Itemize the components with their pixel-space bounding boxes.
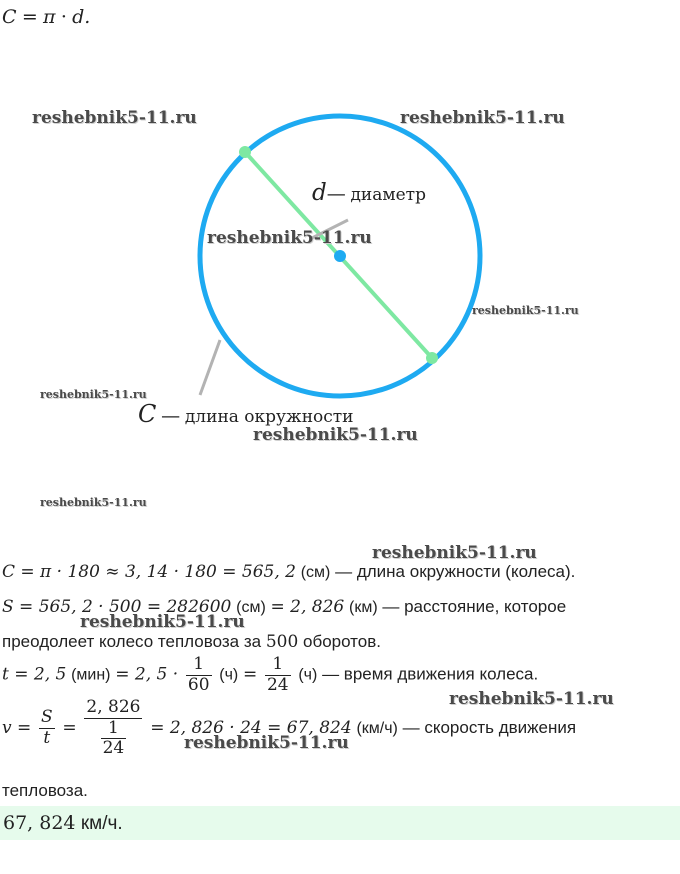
numerator: 1 — [193, 654, 205, 674]
solution-line-1 — [2, 562, 575, 582]
solution-line-5 — [2, 698, 576, 759]
math: S = 565, 2 · 500 = 282600 — [2, 597, 232, 617]
circumference-text: длина окружности — [184, 407, 354, 427]
math: t = 2, 5 — [2, 664, 67, 685]
diameter-endpoint-top — [239, 146, 251, 158]
math: C = π · 180 ≈ 3, 14 · 180 = 565, 2 — [2, 562, 296, 582]
denominator: 60 — [187, 674, 210, 695]
watermark: reshebnik5-11.ru — [449, 689, 614, 709]
formula-d: d. — [72, 6, 91, 28]
diameter-dash: — — [326, 183, 346, 205]
watermark: reshebnik5-11.ru — [40, 388, 147, 401]
text: — скорость движения — [402, 717, 577, 737]
unit: (мин) — [71, 666, 111, 684]
diameter-text: диаметр — [350, 185, 426, 205]
numerator: 1 — [108, 717, 119, 738]
watermark: reshebnik5-11.ru — [472, 304, 579, 317]
circumference-label — [138, 400, 354, 428]
answer-unit: км/ч. — [80, 813, 123, 834]
text: преодолеет колесо тепловоза за — [2, 632, 262, 651]
unit: (см) — [236, 599, 266, 616]
answer-value: 67, 824 — [3, 812, 76, 834]
denominator — [84, 718, 142, 759]
math: = 2, 826 — [270, 597, 345, 617]
math: v = — [2, 717, 32, 738]
denominator: 24 — [266, 674, 289, 695]
watermark: reshebnik5-11.ru — [40, 496, 147, 509]
solution-line-6 — [2, 781, 88, 801]
solution-line-2 — [2, 597, 566, 617]
circumference-symbol: C — [138, 400, 157, 428]
watermark: reshebnik5-11.ru — [184, 733, 349, 753]
numerator: 2, 826 — [86, 697, 141, 717]
watermark: reshebnik5-11.ru — [80, 612, 245, 632]
diameter-endpoint-bottom — [426, 352, 438, 364]
fraction — [39, 708, 55, 748]
fraction — [186, 655, 212, 695]
diameter-label — [312, 180, 426, 206]
text: тепловоза. — [2, 781, 88, 800]
formula-pi: π — [43, 6, 56, 28]
math: = 2, 5 · — [115, 664, 179, 685]
numerator: S — [41, 707, 53, 728]
watermark: reshebnik5-11.ru — [400, 108, 565, 128]
equals: = — [242, 664, 258, 685]
diameter-symbol: d — [312, 180, 327, 206]
watermark: reshebnik5-11.ru — [372, 543, 537, 563]
unit: (ч) — [298, 666, 318, 684]
unit: (ч) — [219, 666, 239, 684]
formula-c: C — [2, 6, 17, 28]
answer-line — [3, 812, 123, 835]
answer-box — [0, 806, 680, 840]
text: — длина окружности (колеса). — [335, 562, 576, 581]
circumference-dash: — — [161, 405, 181, 427]
text: — расстояние, которое — [382, 597, 567, 616]
denominator: t — [39, 728, 55, 749]
math: = 2, 826 · 24 = 67, 824 — [150, 717, 352, 738]
number: 500 — [265, 632, 299, 652]
solution-line-3 — [2, 632, 381, 652]
denominator: 24 — [102, 738, 125, 759]
text: — время движения колеса. — [322, 664, 539, 684]
formula-eq: = — [21, 6, 38, 28]
numerator: 1 — [272, 654, 284, 674]
fraction — [265, 655, 291, 695]
equals: = — [62, 717, 77, 738]
watermark: reshebnik5-11.ru — [207, 228, 372, 248]
watermark: reshebnik5-11.ru — [32, 108, 197, 128]
unit: (км/ч) — [356, 719, 398, 737]
circumference-pointer — [200, 340, 220, 395]
text: оборотов. — [303, 632, 381, 651]
watermark: reshebnik5-11.ru — [253, 425, 418, 445]
inner-fraction — [101, 719, 127, 759]
solution-line-4 — [2, 655, 538, 695]
unit: (см) — [300, 564, 331, 581]
formula-dot: · — [60, 6, 67, 28]
unit: (км) — [348, 599, 378, 616]
center-point — [334, 250, 346, 262]
complex-fraction — [84, 698, 142, 759]
